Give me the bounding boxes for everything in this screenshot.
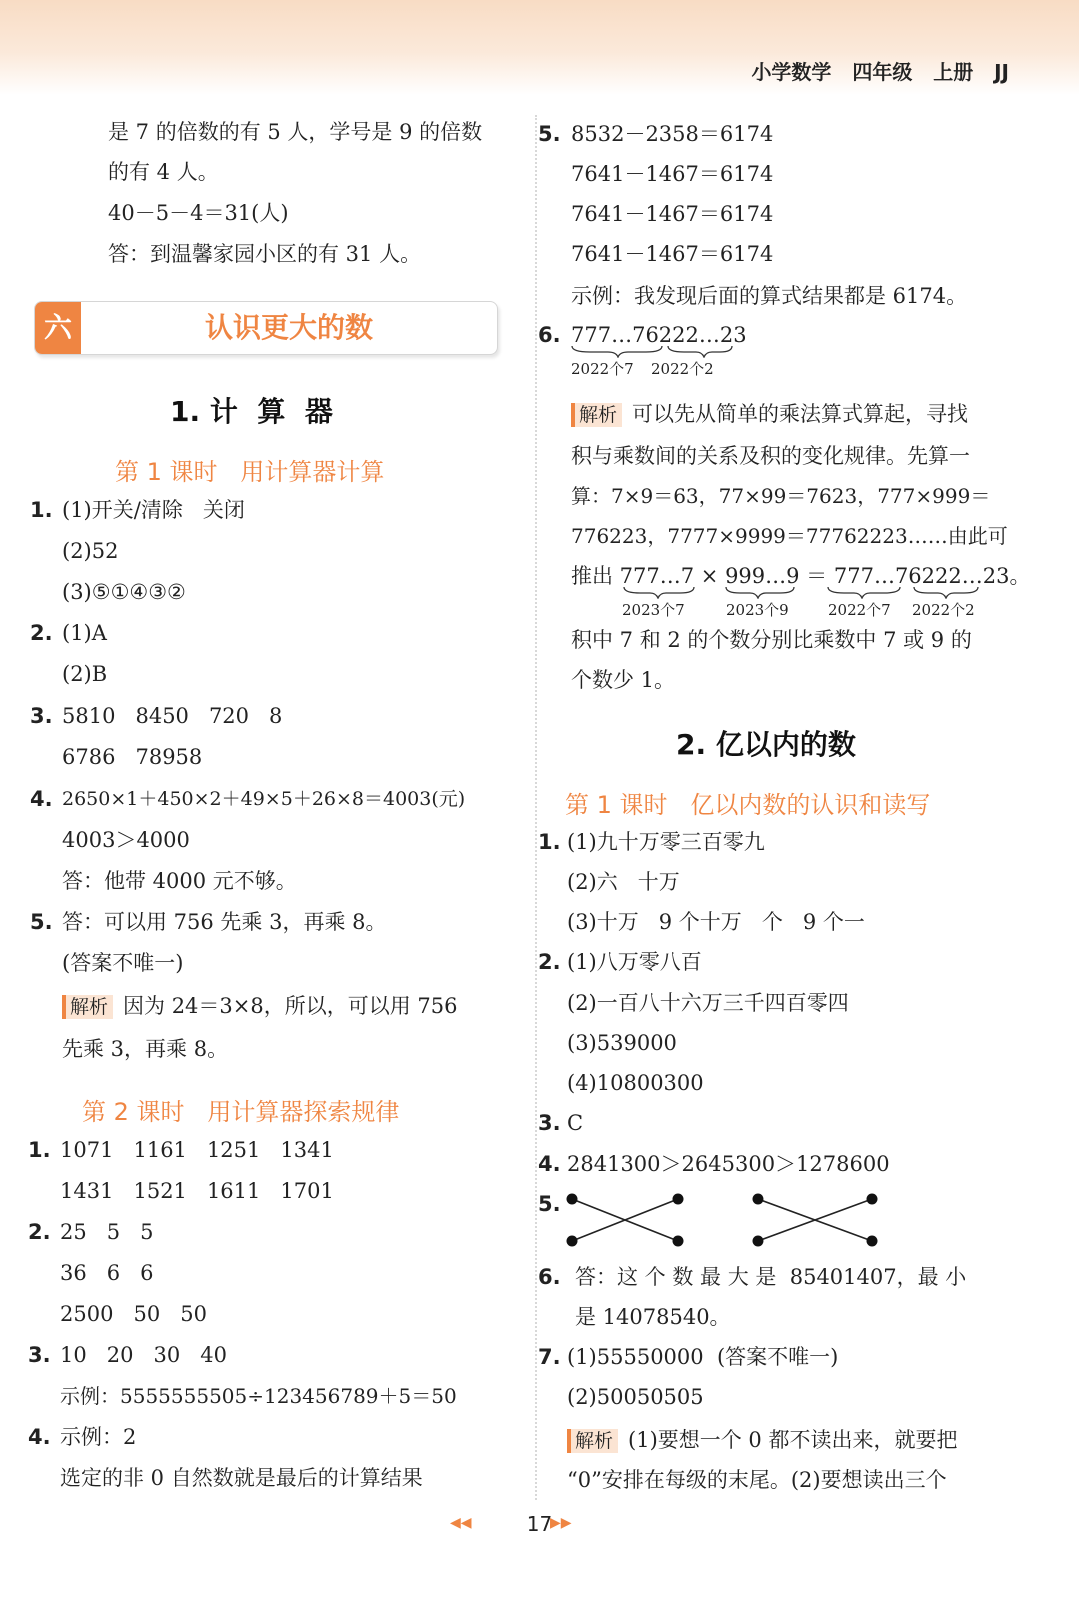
question-number: 5. — [538, 1192, 561, 1216]
answer-line: 示例：2 — [60, 1425, 137, 1449]
answer-line: 选定的非 0 自然数就是最后的计算结果 — [60, 1466, 423, 1490]
question-number: 3. — [538, 1111, 561, 1135]
question-number: 5. — [30, 910, 53, 934]
answer-line: (2)50050505 — [567, 1385, 704, 1409]
answer-line: 8532－2358＝6174 — [571, 122, 774, 146]
underbrace — [570, 344, 740, 358]
lesson-title: 第 1 课时 用计算器计算 — [115, 458, 385, 486]
analysis-line: 个数少 1。 — [571, 668, 676, 692]
answer-line: (1)九十万零三百零九 — [567, 830, 765, 854]
question-number: 4. — [30, 787, 53, 811]
question-number: 1. — [538, 830, 561, 854]
analysis-line: 先乘 3，再乘 8。 — [62, 1037, 229, 1061]
answer-line: 25 5 5 — [60, 1220, 154, 1244]
section-banner — [34, 301, 498, 355]
answer-line: (3)539000 — [567, 1031, 677, 1055]
question-number: 2. — [30, 621, 53, 645]
intro-line: 答：到温馨家园小区的有 31 人。 — [108, 242, 422, 266]
answer-line: 2841300＞2645300＞1278600 — [567, 1152, 890, 1176]
chapter-title: 2. 亿以内的数 — [676, 728, 856, 761]
answer-line: (2)一百八十六万三千四百零四 — [567, 991, 849, 1015]
answer-line: 6786 78958 — [62, 745, 203, 769]
intro-line: 是 7 的倍数的有 5 人，学号是 9 的倍数 — [108, 120, 483, 144]
answer-line: (2)B — [62, 662, 108, 686]
answer-line: (2)六 十万 — [567, 870, 680, 894]
answer-line: 答：这 个 数 最 大 是 85401407，最 小 — [575, 1265, 967, 1289]
book-info: 小学数学 四年级 上册 JJ — [751, 60, 1009, 84]
answer-line: 示例：5555555505÷123456789＋5＝50 — [60, 1384, 457, 1408]
brace-label: 2022个7 — [571, 360, 634, 378]
analysis-line: “0”安排在每级的末尾。(2)要想读出三个 — [567, 1468, 947, 1492]
answer-line: (3)十万 9 个十万 个 9 个一 — [567, 910, 865, 934]
prev-page-icon: ◀◀ — [450, 1515, 472, 1531]
analysis-tag: 解析 — [62, 995, 113, 1019]
analysis-line: 解析 (1)要想一个 0 都不读出来，就要把 — [567, 1427, 957, 1453]
brace-label: 2023个9 — [726, 601, 789, 619]
question-number: 7. — [538, 1345, 561, 1369]
chapter-title: 1. 计 算 器 — [170, 395, 333, 428]
next-page-icon: ▶▶ — [550, 1515, 572, 1531]
section-number: 六 — [35, 302, 81, 354]
analysis-line: 解析 可以先从简单的乘法算式算起，寻找 — [571, 401, 968, 427]
analysis-line: 算：7×9＝63，77×99＝7623，777×999＝ — [571, 484, 991, 508]
question-number: 4. — [28, 1425, 51, 1449]
answer-line: 答：他带 4000 元不够。 — [62, 869, 297, 893]
brace-label: 2022个2 — [651, 360, 714, 378]
brace-label: 2022个2 — [912, 601, 975, 619]
matching-diagram — [560, 1190, 890, 1252]
question-number: 4. — [538, 1152, 561, 1176]
answer-line: 1071 1161 1251 1341 — [60, 1138, 334, 1162]
answer-line: 1431 1521 1611 1701 — [60, 1179, 334, 1203]
analysis-line: 解析 因为 24＝3×8，所以，可以用 756 — [62, 993, 458, 1019]
analysis-line: 积与乘数间的关系及积的变化规律。先算一 — [571, 444, 970, 468]
question-number: 3. — [28, 1343, 51, 1367]
answer-line: C — [567, 1111, 584, 1135]
answer-line: (4)10800300 — [567, 1071, 704, 1095]
answer-line: (1)55550000 (答案不唯一) — [567, 1345, 839, 1369]
analysis-tag: 解析 — [571, 403, 622, 427]
answer-line: 36 6 6 — [60, 1261, 154, 1285]
answer-line: 4003＞4000 — [62, 828, 190, 852]
question-number: 2. — [28, 1220, 51, 1244]
column-divider — [535, 115, 537, 1500]
analysis-line: 积中 7 和 2 的个数分别比乘数中 7 或 9 的 — [571, 628, 972, 652]
analysis-line: 776223，7777×9999＝77762223……由此可 — [571, 524, 1008, 548]
question-number: 5. — [538, 122, 561, 146]
question-number: 2. — [538, 950, 561, 974]
answer-line: 示例：我发现后面的算式结果都是 6174。 — [571, 284, 968, 308]
answer-line: 777…76222…23 — [571, 323, 747, 347]
lesson-title: 第 2 课时 用计算器探索规律 — [82, 1098, 400, 1126]
answer-line: (答案不唯一) — [62, 951, 184, 975]
question-number: 6. — [538, 323, 561, 347]
answer-line: (3)⑤①④③② — [62, 580, 186, 604]
brace-label: 2023个7 — [622, 601, 685, 619]
brace-label: 2022个7 — [828, 601, 891, 619]
answer-line: 7641－1467＝6174 — [571, 202, 774, 226]
answer-line: (1)A — [62, 621, 107, 645]
answer-line: 7641－1467＝6174 — [571, 162, 774, 186]
answer-line: (1)开关/清除 关闭 — [62, 498, 245, 522]
answer-line: 答：可以用 756 先乘 3，再乘 8。 — [62, 910, 387, 934]
intro-line: 40－5－4＝31(人) — [108, 201, 289, 225]
analysis-line: 推出 777…7 × 999…9 ＝ 777…76222…23。 — [571, 564, 1031, 588]
page-number: 17 — [526, 1512, 553, 1536]
question-number: 3. — [30, 704, 53, 728]
answer-line: 2500 50 50 — [60, 1302, 207, 1326]
answer-line: 是 14078540。 — [575, 1305, 731, 1329]
lesson-title: 第 1 课时 亿以内数的认识和读写 — [565, 791, 931, 819]
answer-line: (1)八万零八百 — [567, 950, 702, 974]
answer-line: (2)52 — [62, 539, 119, 563]
section-title: 认识更大的数 — [204, 311, 373, 344]
analysis-tag: 解析 — [567, 1429, 618, 1453]
question-number: 1. — [30, 498, 53, 522]
answer-line: 10 20 30 40 — [60, 1343, 227, 1367]
answer-line: 5810 8450 720 8 — [62, 704, 283, 728]
question-number: 1. — [28, 1138, 51, 1162]
answer-line: 2650×1＋450×2＋49×5＋26×8＝4003(元) — [62, 788, 466, 810]
question-number: 6. — [538, 1265, 561, 1289]
underbrace — [622, 585, 1012, 599]
intro-line: 的有 4 人。 — [108, 160, 219, 184]
answer-line: 7641－1467＝6174 — [571, 242, 774, 266]
